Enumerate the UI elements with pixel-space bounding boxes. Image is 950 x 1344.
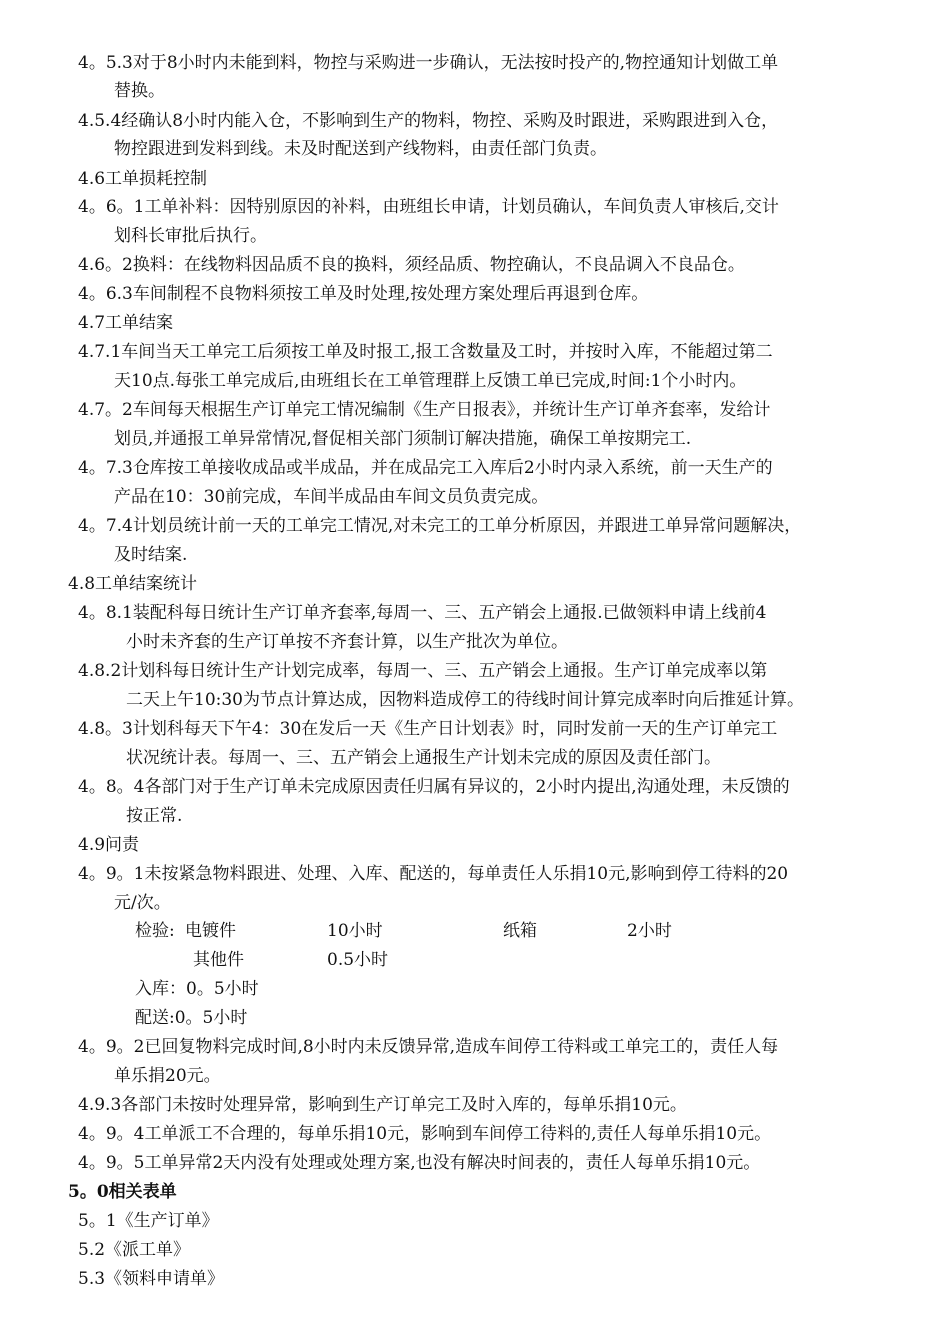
text-line: 4。9。2已回复物料完成时间,8小时内未反馈异常,造成车间停工待料或工单完工的，责任人每 bbox=[78, 1037, 779, 1057]
text-line: 及时结案. bbox=[114, 545, 188, 565]
form-list-item: 5.3《领料申请单》 bbox=[78, 1269, 225, 1289]
section-heading: 4.7工单结案 bbox=[78, 313, 174, 333]
text-line: 按正常. bbox=[126, 806, 183, 826]
text-line: 4。8.1装配科每日统计生产订单齐套率,每周一、三、五产销会上通报.已做领料申请上线前4 bbox=[78, 603, 767, 623]
text-line: 物控跟进到发料到线。未及时配送到产线物料，由责任部门负责。 bbox=[114, 139, 607, 159]
text-line: 4.8.2计划科每日统计生产计划完成率，每周一、三、五产销会上通报。生产订单完成率以第 bbox=[78, 661, 768, 681]
text-line: 4。8。4各部门对于生产订单未完成原因责任归属有异议的，2小时内提出,沟通处理，未反馈的 bbox=[78, 777, 790, 797]
text-line: 4.6。2换料：在线物料因品质不良的换料，须经品质、物控确认，不良品调入不良品仓。 bbox=[78, 255, 745, 275]
text-line: 4。7.4计划员统计前一天的工单完工情况,对未完工的工单分析原因，并跟进工单异常问题解决， bbox=[78, 516, 802, 536]
text-line: 替换。 bbox=[114, 81, 165, 101]
text-line: 4。6。1工单补料：因特别原因的补料，由班组长申请，计划员确认，车间负责人审核后,交计 bbox=[78, 197, 779, 217]
text-line: 4.9.3各部门未按时处理异常，影响到生产订单完工及时入库的，每单乐捐10元。 bbox=[78, 1095, 687, 1115]
text-line: 产品在10：30前完成，车间半成品由车间文员负责完成。 bbox=[114, 487, 549, 507]
text-line: 配送:0。5小时 bbox=[135, 1008, 248, 1028]
text-line: 划员,并通报工单异常情况,督促相关部门须制订解决措施，确保工单按期完工. bbox=[114, 429, 692, 449]
inspection-time: 0.5小时 bbox=[327, 950, 389, 970]
text-line: 4.8。3计划科每天下午4：30在发后一天《生产日计划表》时，同时发前一天的生产订单完工 bbox=[78, 719, 778, 739]
inspection-time: 10小时 bbox=[327, 921, 383, 941]
inspection-time: 2小时 bbox=[627, 921, 672, 941]
text-line: 4.7。2车间每天根据生产订单完工情况编制《生产日报表》，并统计生产订单齐套率，发给计 bbox=[78, 400, 771, 420]
section-heading: 5。0相关表单 bbox=[68, 1182, 177, 1202]
text-line: 4.7.1车间当天工单完工后须按工单及时报工,报工含数量及工时，并按时入库，不能超过第二 bbox=[78, 342, 773, 362]
text-line: 4。9。4工单派工不合理的，每单乐捐10元，影响到车间停工待料的,责任人每单乐捐10元。 bbox=[78, 1124, 772, 1144]
inspection-item: 电镀件 bbox=[185, 921, 236, 941]
text-line: 4.5.4经确认8小时内能入仓，不影响到生产的物料，物控、采购及时跟进，采购跟进到入仓， bbox=[78, 111, 779, 131]
text-line: 4。5.3对于8小时内未能到料，物控与采购进一步确认，无法按时投产的,物控通知计划做工单 bbox=[78, 53, 779, 73]
section-heading: 4.8工单结案统计 bbox=[68, 574, 198, 594]
text-line: 入库：0。5小时 bbox=[135, 979, 259, 999]
inspection-item: 纸箱 bbox=[503, 921, 537, 941]
text-line: 元/次。 bbox=[114, 893, 171, 913]
text-line: 状况统计表。每周一、三、五产销会上通报生产计划未完成的原因及责任部门。 bbox=[126, 748, 721, 768]
text-line: 4。9。1未按紧急物料跟进、处理、入库、配送的，每单责任人乐捐10元,影响到停工待料的20 bbox=[78, 864, 789, 884]
text-line: 4。6.3车间制程不良物料须按工单及时处理,按处理方案处理后再退到仓库。 bbox=[78, 284, 649, 304]
text-line: 4。9。5工单异常2天内没有处理或处理方案,也没有解决时间表的，责任人每单乐捐10元。 bbox=[78, 1153, 761, 1173]
section-heading: 4.9问责 bbox=[78, 835, 140, 855]
form-list-item: 5。1《生产订单》 bbox=[78, 1211, 219, 1231]
form-list-item: 5.2《派工单》 bbox=[78, 1240, 191, 1260]
text-line: 4。7.3仓库按工单接收成品或半成品，并在成品完工入库后2小时内录入系统，前一天生产的 bbox=[78, 458, 773, 478]
inspection-item: 其他件 bbox=[193, 950, 244, 970]
text-line: 划科长审批后执行。 bbox=[114, 226, 267, 246]
inspection-label: 检验: bbox=[135, 921, 175, 941]
text-line: 二天上午10:30为节点计算达成，因物料造成停工的待线时间计算完成率时向后推延计算。 bbox=[126, 690, 804, 710]
section-heading: 4.6工单损耗控制 bbox=[78, 169, 208, 189]
text-line: 小时未齐套的生产订单按不齐套计算，以生产批次为单位。 bbox=[126, 632, 568, 652]
text-line: 天10点.每张工单完成后,由班组长在工单管理群上反馈工单已完成,时间:1个小时内。 bbox=[114, 371, 747, 391]
text-line: 单乐捐20元。 bbox=[114, 1066, 221, 1086]
